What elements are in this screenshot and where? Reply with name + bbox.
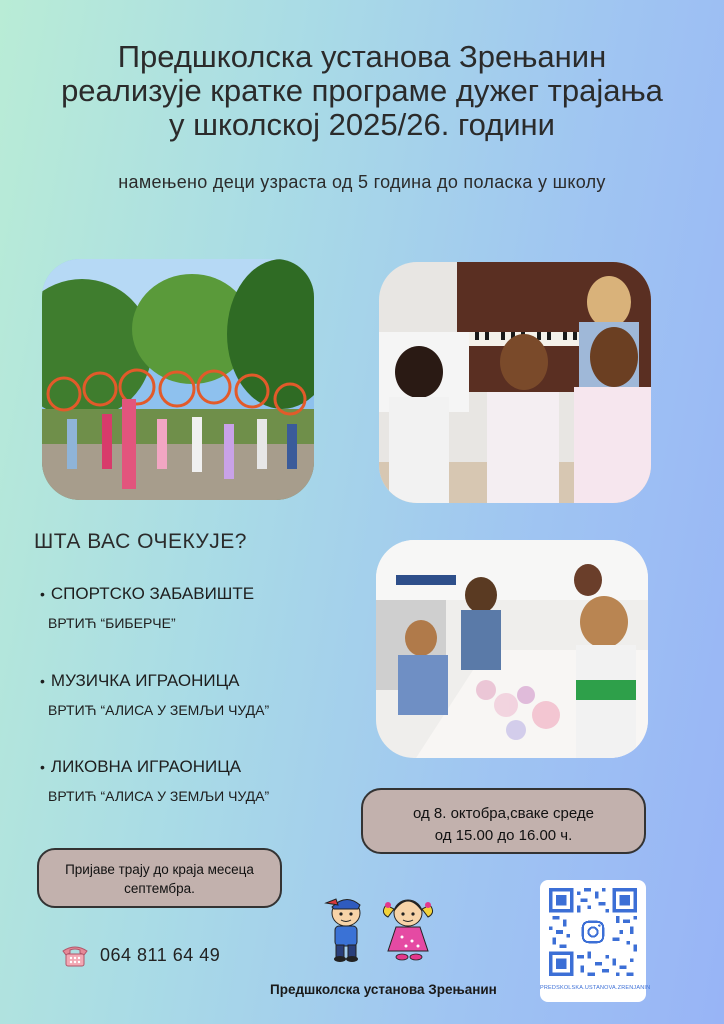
program-location: ВРТИЋ “АЛИСА У ЗЕМЉИ ЧУДА” bbox=[48, 702, 270, 718]
signup-box bbox=[37, 848, 282, 908]
signup-line-2: септембра. bbox=[124, 881, 195, 896]
qr-handle-label: PREDSKOLSKA.USTANOVA.ZRENJANIN bbox=[540, 985, 651, 991]
program-item bbox=[40, 671, 269, 718]
mascot-children-illustration bbox=[322, 893, 442, 963]
page-title bbox=[0, 40, 724, 142]
program-location: ВРТИЋ “БИБЕРЧЕ” bbox=[48, 615, 176, 631]
contact-phone bbox=[60, 942, 220, 968]
phone-number[interactable]: 064 811 64 49 bbox=[100, 944, 221, 965]
signup-line-1: Пријаве трају до краја месеца bbox=[65, 862, 254, 877]
program-name: МУЗИЧКА ИГРАОНИЦА bbox=[50, 671, 240, 690]
footer-institution-name: Предшколска установа Зрењанин bbox=[270, 982, 497, 997]
photo-art-painting bbox=[376, 540, 648, 758]
bullet: • bbox=[40, 673, 45, 689]
title-line-3: у школској 2025/26. години bbox=[168, 107, 555, 142]
audience-subtitle: намењено деци узраста од 5 година до поласка у школу bbox=[118, 172, 606, 192]
bullet: • bbox=[40, 759, 45, 775]
program-item bbox=[40, 584, 254, 631]
qr-code[interactable] bbox=[549, 888, 637, 976]
title-line-2: реализује кратке програме дужег трајања bbox=[61, 73, 663, 108]
photo-music-piano bbox=[379, 262, 651, 503]
program-location: ВРТИЋ “АЛИСА У ЗЕМЉИ ЧУДА” bbox=[48, 788, 270, 804]
program-name: ЛИКОВНА ИГРАОНИЦА bbox=[50, 757, 242, 776]
schedule-box bbox=[361, 788, 646, 854]
program-item bbox=[40, 757, 269, 804]
bullet: • bbox=[40, 586, 45, 602]
photo-outdoor-sports bbox=[42, 259, 314, 500]
title-line-1: Предшколска установа Зрењанин bbox=[117, 39, 607, 74]
program-name: СПОРТСКО ЗАБАВИШТЕ bbox=[50, 584, 255, 603]
qr-code-card[interactable] bbox=[540, 880, 651, 1002]
schedule-line-2: од 15.00 до 16.00 ч. bbox=[434, 827, 573, 844]
telephone-icon bbox=[60, 942, 90, 968]
schedule-line-1: од 8. октобра,сваке среде bbox=[412, 805, 594, 822]
expect-heading: ШТА ВАС ОЧЕКУЈЕ? bbox=[34, 530, 247, 553]
